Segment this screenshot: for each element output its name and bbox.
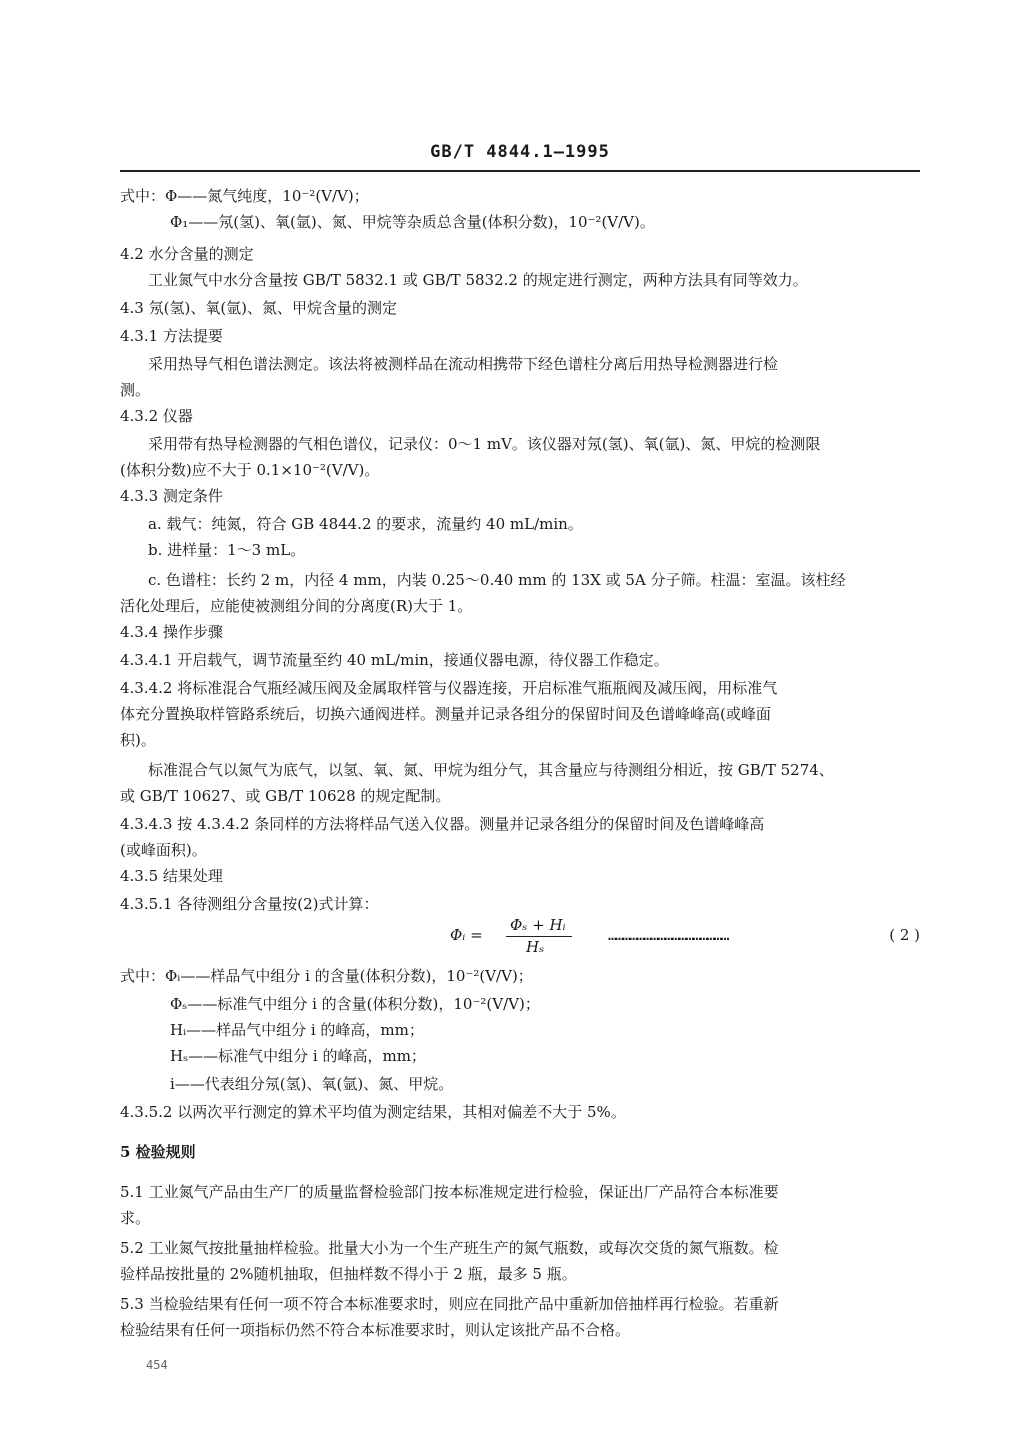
text-line: Hₛ——标准气中组分 i 的峰高，mm； xyxy=(170,1047,426,1065)
text-line: 4.3.5.1 各待测组分含量按(2)式计算： xyxy=(120,895,379,913)
text-line: (体积分数)应不大于 0.1×10⁻²(V/V)。 xyxy=(120,461,380,479)
text-line: Hᵢ——样品气中组分 i 的峰高，mm； xyxy=(170,1021,424,1039)
text-line: 工业氮气中水分含量按 GB/T 5832.1 或 GB/T 5832.2 的规定进行测定，两种方法具有同等效力。 xyxy=(148,271,808,289)
formula-leader-dots: …………………………………………… xyxy=(608,926,728,944)
section-heading: 4.3.4 操作步骤 xyxy=(120,623,223,641)
section-heading: 4.3.2 仪器 xyxy=(120,407,193,425)
formula-lhs: Φᵢ = xyxy=(450,926,483,944)
text-line: 式中：Φ——氮气纯度，10⁻²(V/V)； xyxy=(120,187,369,205)
text-line: 检验结果有任何一项指标仍然不符合本标准要求时，则认定该批产品不合格。 xyxy=(120,1321,631,1339)
text-line: 5.2 工业氮气按批量抽样检验。批量大小为一个生产班生产的氮气瓶数，或每次交货的氮气瓶数。检 xyxy=(120,1239,779,1257)
text-line: 测。 xyxy=(120,381,151,399)
section-heading: 4.3 氖(氢)、氧(氩)、氮、甲烷含量的测定 xyxy=(120,299,398,317)
text-line: Φₛ——标准气中组分 i 的含量(体积分数)，10⁻²(V/V)； xyxy=(170,995,540,1013)
formula-number: ( 2 ) xyxy=(889,926,920,944)
formula-denominator: Hₛ xyxy=(526,938,545,956)
text-line: 4.3.5.2 以两次平行测定的算术平均值为测定结果，其相对偏差不大于 5%。 xyxy=(120,1103,626,1121)
text-line: 活化处理后，应能使被测组分间的分离度(R)大于 1。 xyxy=(120,597,473,615)
section-heading: 4.3.1 方法提要 xyxy=(120,327,223,345)
text-line: 4.3.4.1 开启载气，调节流量至约 40 mL/min，接通仪器电源，待仪器工作稳定。 xyxy=(120,651,669,669)
text-line: 采用热导气相色谱法测定。该法将被测样品在流动相携带下经色谱柱分离后用热导检测器进行检 xyxy=(148,355,779,373)
fraction-bar xyxy=(506,936,572,937)
list-item: b. 进样量：1～3 mL。 xyxy=(148,541,306,559)
text-line: 标准混合气以氮气为底气，以氢、氧、氮、甲烷为组分气，其含量应与待测组分相近，按 GB/T 5274、 xyxy=(148,761,834,779)
header-rule xyxy=(120,170,920,172)
text-line: 验样品按批量的 2%随机抽取，但抽样数不得小于 2 瓶，最多 5 瓶。 xyxy=(120,1265,577,1283)
text-line: 采用带有热导检测器的气相色谱仪，记录仪：0～1 mV。该仪器对氖(氢)、氧(氩)、氮、甲烷的检测限 xyxy=(148,435,821,453)
standard-header: GB/T 4844.1—1995 xyxy=(430,142,610,162)
section-heading: 4.3.5 结果处理 xyxy=(120,867,223,885)
formula-2 xyxy=(450,912,920,960)
text-line: i——代表组分氖(氢)、氧(氩)、氮、甲烷。 xyxy=(170,1075,454,1093)
text-line: 或 GB/T 10627、或 GB/T 10628 的规定配制。 xyxy=(120,787,451,805)
text-line: (或峰面积)。 xyxy=(120,841,207,859)
page-number: 454 xyxy=(146,1358,168,1372)
text-line: 求。 xyxy=(120,1209,151,1227)
text-line: 积)。 xyxy=(120,731,156,749)
text-line: 4.3.4.3 按 4.3.4.2 条同样的方法将样品气送入仪器。测量并记录各组分的保留时间及色谱峰峰高 xyxy=(120,815,765,833)
text-line: 5.3 当检验结果有任何一项不符合本标准要求时，则应在同批产品中重新加倍抽样再行检验。若重新 xyxy=(120,1295,779,1313)
list-item: a. 载气：纯氮，符合 GB 4844.2 的要求，流量约 40 mL/min。 xyxy=(148,515,583,533)
chapter-heading: 5 检验规则 xyxy=(120,1143,196,1161)
list-item: c. 色谱柱：长约 2 m，内径 4 mm，内装 0.25～0.40 mm 的 13X 或 5A 分子筛。柱温：室温。该柱经 xyxy=(148,571,846,589)
formula-numerator: Φₛ + Hᵢ xyxy=(510,916,566,934)
text-line: 5.1 工业氮气产品由生产厂的质量监督检验部门按本标准规定进行检验，保证出厂产品符合本标准要 xyxy=(120,1183,779,1201)
text-line: 体充分置换取样管路系统后，切换六通阀进样。测量并记录各组分的保留时间及色谱峰峰高(或峰面 xyxy=(120,705,771,723)
text-line: 式中：Φᵢ——样品气中组分 i 的含量(体积分数)，10⁻²(V/V)； xyxy=(120,967,533,985)
section-heading: 4.3.3 测定条件 xyxy=(120,487,223,505)
text-line: Φ₁——氖(氢)、氧(氩)、氮、甲烷等杂质总含量(体积分数)，10⁻²(V/V)。 xyxy=(170,213,655,231)
text-line: 4.3.4.2 将标准混合气瓶经减压阀及金属取样管与仪器连接，开启标准气瓶瓶阀及减压阀，用标准气 xyxy=(120,679,778,697)
section-heading: 4.2 水分含量的测定 xyxy=(120,245,254,263)
